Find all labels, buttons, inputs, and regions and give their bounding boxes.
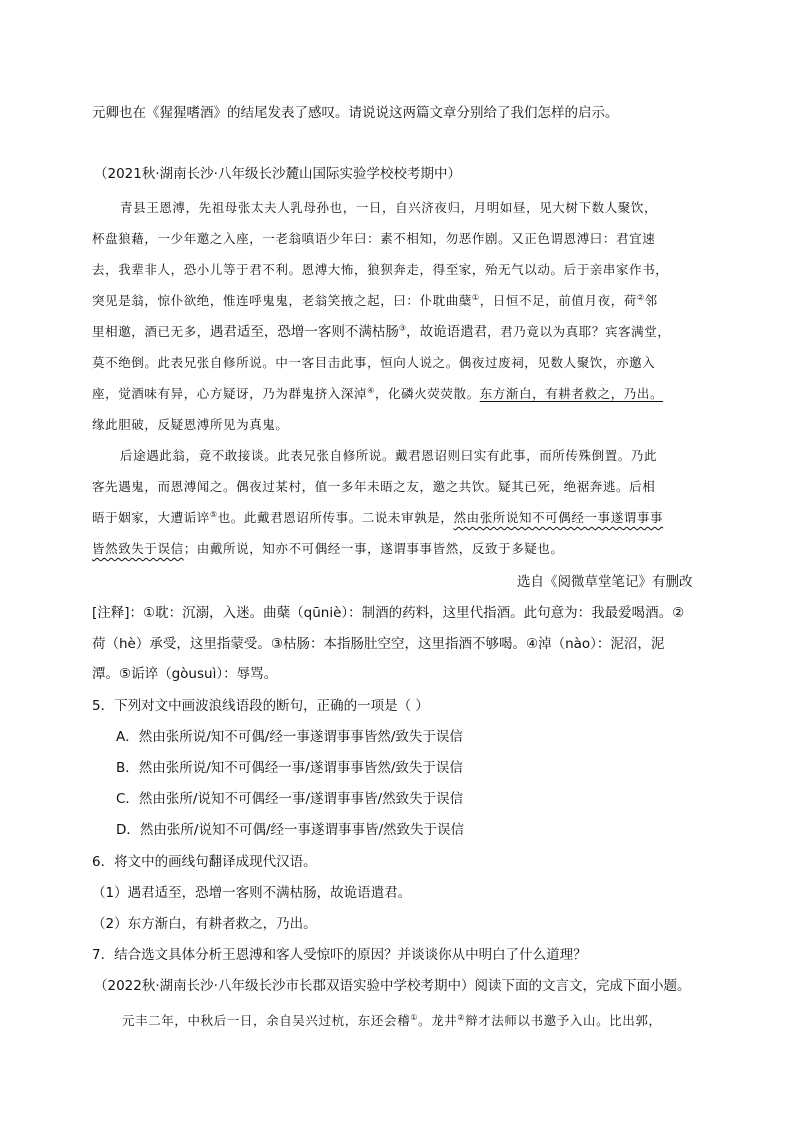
intro-question: 元卿也在《猩猩嗜酒》的结尾发表了感叹。请说说这两篇文章分别给了我们怎样的启示。 [92,105,619,121]
footnote-marker: ② [457,1012,466,1022]
sub-question: （2）东方渐白，有耕者救之，乃出。 [92,916,317,932]
passage-line: 去，我辈非人，恐小儿等于君不利。恩溥大怖，狼狈奔走，得至家，殆无气以动。后于亲串家作书， [92,262,669,277]
underlined-sentence-2: 东方渐白，有耕者救之，乃出。 [479,386,664,401]
source-credit: 选自《阅微草堂笔记》有删改 [517,574,693,590]
option-b: B．然由张所说/知不可偶经一事/遂谓事事皆然/致失于误信 [116,760,463,776]
question-7: 7．结合选文具体分析王恩溥和客人受惊吓的原因？并谈谈你从中明白了什么道理？ [92,947,587,963]
passage-line: 莫不绝倒。此表兄张自修所说。中一客目击此事，恒向人说之。偶夜过废祠，见数人聚饮，亦邀入 [92,355,656,370]
sub-question: （1）遇君适至，恐增一客则不满枯肠，故诡语遣君。 [92,885,412,901]
annotation-line: 荷（hè）承受，这里指蒙受。③枯肠：本指肠肚空空，这里指酒不够喝。④淖（nào）：泥沼，泥 [92,636,665,652]
option-c: C．然由张所/说知不可偶经一事/遂谓事事皆/然致失于误信 [116,791,464,807]
passage-line: 皆然致失于误信；由戴所说，知亦不可偶经一事，遂谓事事皆然，反致于多疑也。 [92,541,564,556]
option-a: A．然由张所说/知不可偶/经一事遂谓事事皆然/致失于误信 [116,729,463,745]
source-note-1: （2021秋·湖南长沙·八年级长沙麓山国际实验学校校考期中） [94,166,461,182]
source-note-2: （2022秋·湖南长沙·八年级长沙市长郡双语实验中学校考期中）阅读下面的文言文，完成下面小题。 [94,978,691,994]
passage-line: 缘此胆破，反疑恩溥所见为真鬼。 [92,417,289,432]
classical-passage-2-first-line: 元丰二年，中秋后一日，余自吴兴过杭，东还会稽①。龙井②辩才法师以书邀予入山。比出郭， [122,1012,662,1028]
wavy-underlined-text: 然由张所说知不可偶经一事遂谓事事 [453,510,664,525]
passage-line: 座，觉酒味有异，心方疑讶，乃为群鬼挤入深淖④，化磷火荧荧散。东方渐白，有耕者救之，乃出。 [92,385,664,401]
passage-line: 晤于姻家，大遭诟谇⑤也。此戴君恩诏所传事。二说未审孰是，然由张所说知不可偶经一事遂谓事事 [92,509,664,525]
annotation-line: [注释]：①耽：沉溺，入迷。曲蘖（qūniè）：制酒的药料，这里代指酒。此句意为：我最爱喝酒。② [92,605,685,621]
question-stem: 5．下列对文中画波浪线语段的断句，正确的一项是（ ） [92,698,429,714]
annotation-line: 潭。⑤诟谇（gòusuì）：辱骂。 [92,666,278,682]
translated-sentence-1: 遇君适至，恐增一客则不满枯肠③，故诡语遣君 [209,323,488,340]
footnote-marker: ① [410,1012,418,1022]
wavy-underlined-text: 皆然致失于误信 [92,541,184,556]
passage-line: 青县王恩溥，先祖母张太夫人乳母孙也，一日，自兴济夜归，月明如昼，见大树下数人聚饮， [120,200,658,215]
passage-line: 后途遇此翁，竟不敢接谈。此表兄张自修所说。戴君恩诏则曰实有此事，而所传殊倒置。乃此 [120,448,658,463]
passage-line: 客先遇鬼，而恩溥闻之。偶夜过某村，值一多年未晤之友，邀之共饮。疑其已死，绝裾奔逃。后相 [92,479,656,494]
option-d: D．然由张所/说知不可偶/经一事遂谓事事皆/然致失于误信 [116,822,465,838]
passage-line: 突见是翁，惊仆欲绝，惟连呼鬼鬼，老翁笑掖之起，曰：仆耽曲蘖①，日恒不足，前值月夜，荷②邻 [92,292,658,308]
footnote-marker: ① [471,292,480,302]
passage-line: 杯盘狼藉，一少年邀之入座，一老翁嗔语少年曰：素不相知，勿恶作剧。又正色谓恩溥曰：君宜速 [92,231,656,246]
footnote-marker: ③ [398,323,407,333]
footnote-marker: ② [636,292,645,302]
footnote-marker: ④ [367,385,375,395]
question-stem: 6．将文中的画线句翻译成现代汉语。 [92,854,317,870]
footnote-marker: ⑤ [209,509,218,519]
passage-line: 里相邀，酒已无多，遇君适至，恐增一客则不满枯肠③，故诡语遣君，君乃竟以为真耶？宾客满堂， [92,323,671,340]
